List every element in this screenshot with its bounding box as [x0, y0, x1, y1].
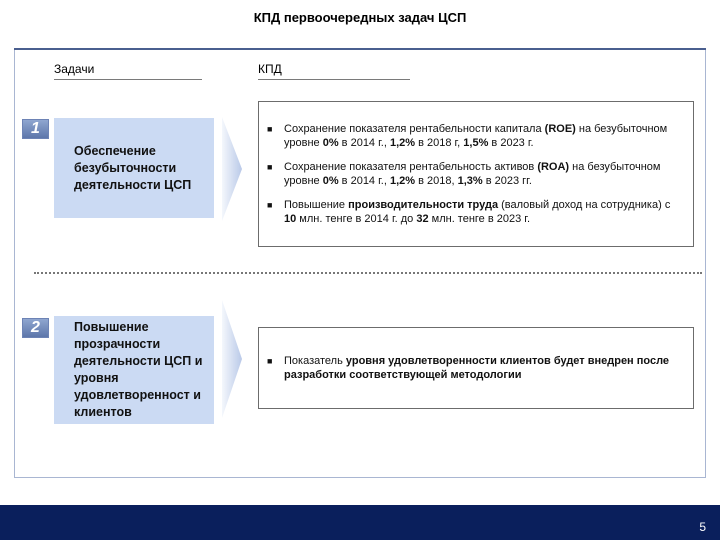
bullet-marker: ■	[267, 124, 273, 134]
bullet-marker: ■	[267, 356, 273, 366]
kpi-bullet-text: Сохранение показателя рентабельности капитала (ROE) на безубыточном уровне 0% в 2014 г., 1,2% в 2018 г, 1,5% в 2023 г.	[284, 123, 668, 149]
task-box	[54, 118, 214, 218]
kpi-bullet	[267, 198, 685, 226]
task-label: Обеспечение безубыточности деятельности ЦСП	[74, 143, 192, 192]
kpi-box	[258, 101, 694, 247]
kpi-bullet	[267, 160, 685, 188]
row-number-badge: 2	[22, 318, 49, 338]
kpi-bullet-text: Показатель уровня удовлетворенности клиентов будет внедрен после разработки соответствующей методологии	[284, 355, 670, 381]
kpi-bullet	[267, 354, 685, 382]
page-number: 5	[699, 520, 706, 534]
page-title: КПД первоочередных задач ЦСП	[253, 10, 467, 25]
kpi-bullet-text: Повышение производительности труда (валовый доход на сотрудника) с 10 млн. тенге в 2014 г. до 32 млн. тенге в 2023 г.	[284, 199, 671, 225]
column-header-kpi: КПД	[258, 62, 410, 80]
kpi-bullet-text: Сохранение показателя рентабельность активов (ROA) на безубыточном уровне 0% в 2014 г., 1,2% в 2018, 1,3% в 2023 гг.	[284, 161, 661, 187]
bullet-marker: ■	[267, 200, 273, 210]
column-header-tasks: Задачи	[54, 62, 202, 80]
task-box	[54, 316, 214, 424]
footer-bar	[0, 505, 720, 540]
row-number-badge: 1	[22, 119, 49, 139]
bullet-marker: ■	[267, 162, 273, 172]
row-divider	[34, 272, 702, 274]
task-label: Повышение прозрачности деятельности ЦСП и уровня удовлетворенност и клиентов	[74, 320, 203, 419]
chevron-right-icon	[222, 300, 244, 418]
kpi-bullet	[267, 122, 685, 150]
kpi-box	[258, 327, 694, 409]
chevron-right-icon	[222, 117, 244, 221]
